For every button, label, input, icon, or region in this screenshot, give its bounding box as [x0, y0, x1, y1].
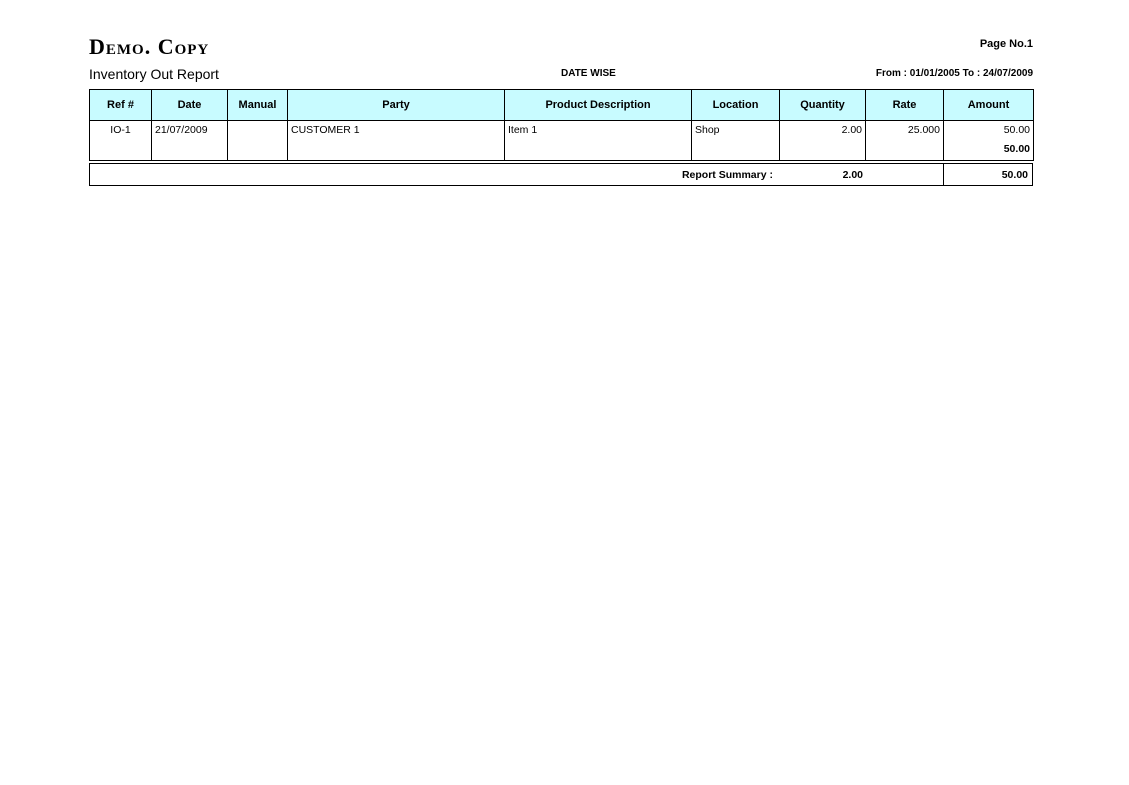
summary-amount: 50.00 — [1001, 169, 1028, 181]
report-table — [89, 89, 1034, 161]
column-header-location: Location — [692, 90, 780, 121]
brand-title: Demo. Copy — [89, 34, 210, 59]
column-header-party: Party — [288, 90, 505, 121]
column-header-rate: Rate — [866, 90, 944, 121]
column-header-product-description: Product Description — [505, 90, 692, 121]
column-header-quantity: Quantity — [780, 90, 866, 121]
cell-manual — [228, 121, 288, 161]
report-summary-row — [89, 163, 1033, 186]
cell-party: CUSTOMER 1 — [288, 121, 505, 161]
amount-subtotal: 50.00 — [1003, 143, 1030, 155]
date-range: From : 01/01/2005 To : 24/07/2009 — [875, 68, 1033, 79]
cell-product: Item 1 — [505, 121, 692, 161]
column-header-date: Date — [152, 90, 228, 121]
cell-date: 21/07/2009 — [152, 121, 228, 161]
column-header-ref: Ref # — [90, 90, 152, 121]
amount-value: 50.00 — [1003, 124, 1030, 136]
column-header-amount: Amount — [944, 90, 1034, 121]
cell-quantity: 2.00 — [780, 121, 866, 161]
summary-divider — [943, 164, 944, 185]
column-header-manual: Manual — [228, 90, 288, 121]
table-header-row — [90, 90, 1034, 121]
cell-rate: 25.000 — [866, 121, 944, 161]
table-row — [90, 121, 1034, 161]
report-mode: DATE WISE — [561, 68, 616, 79]
report-title: Inventory Out Report — [89, 66, 219, 82]
cell-location: Shop — [692, 121, 780, 161]
summary-quantity: 2.00 — [842, 169, 863, 181]
summary-label: Report Summary : — [681, 169, 773, 181]
page-number: Page No.1 — [979, 38, 1033, 50]
cell-ref: IO-1 — [90, 121, 152, 161]
cell-amount — [944, 121, 1034, 161]
